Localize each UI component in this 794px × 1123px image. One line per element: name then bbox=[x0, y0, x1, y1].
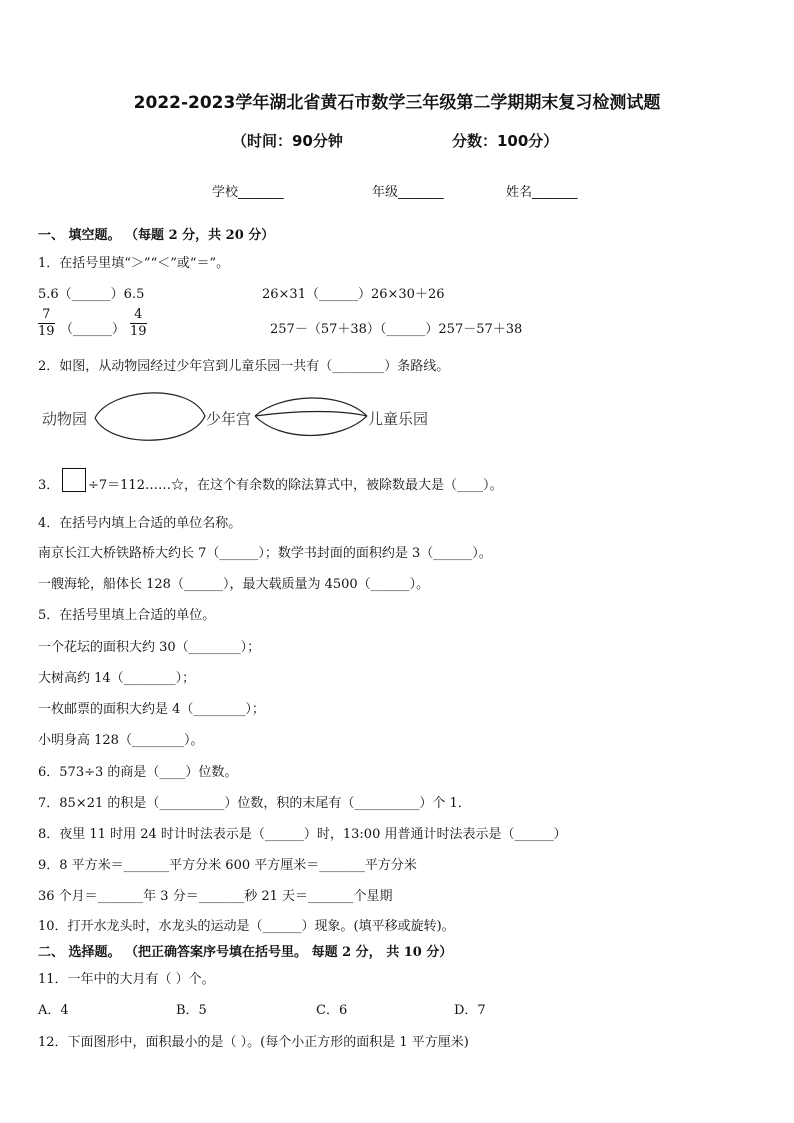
exam-time: （时间：90分钟 bbox=[232, 132, 343, 150]
exam-score: 分数：100分） bbox=[452, 132, 559, 150]
q11-option-a: A．4 bbox=[38, 1003, 69, 1018]
q9-line2: 36 个月＝_______年 3 分＝_______秒 21 天＝_______个星期 bbox=[38, 889, 393, 904]
q11-option-b: B．5 bbox=[176, 1003, 207, 1018]
q1-c-right-fraction bbox=[130, 307, 147, 340]
q5-line1: 一个花坛的面积大约 30（________）； bbox=[38, 640, 261, 655]
section2-heading: 二、 选择题。 （把正确答案序号填在括号里。 每题 2 分， 共 10 分） bbox=[38, 945, 453, 960]
school-field: 学校_______ bbox=[212, 185, 284, 200]
q1-a: 5.6（______）6.5 bbox=[38, 287, 145, 302]
grade-field: 年级_______ bbox=[372, 185, 444, 200]
q11-option-d: D．7 bbox=[454, 1003, 486, 1018]
q3-text: ÷7＝112……☆，在这个有余数的除法算式中，被除数最大是（____）。 bbox=[88, 478, 503, 493]
q9-line1: 9．8 平方米＝_______平方分米 600 平方厘米＝_______平方分米 bbox=[38, 858, 417, 873]
q4-stem: 4．在括号内填上合适的单位名称。 bbox=[38, 516, 242, 531]
route-diagram bbox=[40, 380, 460, 450]
q11-stem: 11．一年中的大月有（ ）个。 bbox=[38, 972, 215, 987]
q10: 10．打开水龙头时，水龙头的运动是（______）现象。(填平移或旋转)。 bbox=[38, 919, 455, 934]
name-field: 姓名_______ bbox=[506, 185, 578, 200]
q5-stem: 5．在括号里填上合适的单位。 bbox=[38, 608, 216, 623]
route-zoo-palace-lower bbox=[95, 416, 205, 440]
q3-number: 3． bbox=[38, 478, 60, 493]
q11-option-c: C．6 bbox=[316, 1003, 348, 1018]
fraction-numerator: 4 bbox=[130, 307, 147, 324]
q5-line2: 大树高约 14（________）； bbox=[38, 671, 196, 686]
fraction-denominator: 19 bbox=[130, 324, 147, 339]
route-diagram-svg bbox=[40, 380, 460, 450]
q3-answer-box bbox=[62, 468, 86, 492]
page-title: 2022-2023学年湖北省黄石市数学三年级第二学期期末复习检测试题 bbox=[133, 93, 661, 113]
q12-stem: 12．下面图形中，面积最小的是（ ）。(每个小正方形的面积是 1 平方厘米) bbox=[38, 1035, 469, 1050]
section1-heading: 一、 填空题。 （每题 2 分，共 20 分） bbox=[38, 228, 275, 243]
q1-c-left-fraction bbox=[38, 307, 55, 340]
label-zoo: 动物园 bbox=[42, 410, 88, 428]
fraction-denominator: 19 bbox=[38, 324, 55, 339]
q4-line1: 南京长江大桥铁路桥大约长 7（______）；数学书封面的面积约是 3（______）。 bbox=[38, 546, 492, 561]
q1-b: 26×31（______）26×30＋26 bbox=[262, 287, 445, 302]
q2-stem: 2．如图，从动物园经过少年宫到儿童乐园一共有（________）条路线。 bbox=[38, 359, 450, 374]
q4-line2: 一艘海轮，船体长 128（______），最大载质量为 4500（______）。 bbox=[38, 577, 430, 592]
route-palace-park-lower bbox=[255, 416, 367, 436]
label-park: 儿童乐园 bbox=[368, 410, 429, 428]
fraction-numerator: 7 bbox=[38, 307, 55, 324]
q1-c-blank: （______） bbox=[60, 322, 126, 337]
q7: 7．85×21 的积是（__________）位数，积的末尾有（__________）个 1． bbox=[38, 796, 471, 811]
q8: 8．夜里 11 时用 24 时计时法表示是（______）时，13:00 用普通计时法表示是（______） bbox=[38, 827, 567, 842]
q1-stem: 1．在括号里填“＞”“＜”或“＝”。 bbox=[38, 256, 230, 271]
label-palace: 少年宫 bbox=[206, 410, 252, 428]
q1-d: 257－（57＋38）（______）257－57＋38 bbox=[270, 322, 523, 337]
q5-line3: 一枚邮票的面积大约是 4（________）； bbox=[38, 702, 265, 717]
route-palace-park-middle bbox=[255, 412, 367, 417]
q6: 6．573÷3 的商是（____）位数。 bbox=[38, 765, 238, 780]
q5-line4: 小明身高 128（________）。 bbox=[38, 733, 204, 748]
route-zoo-palace-upper bbox=[95, 393, 205, 418]
